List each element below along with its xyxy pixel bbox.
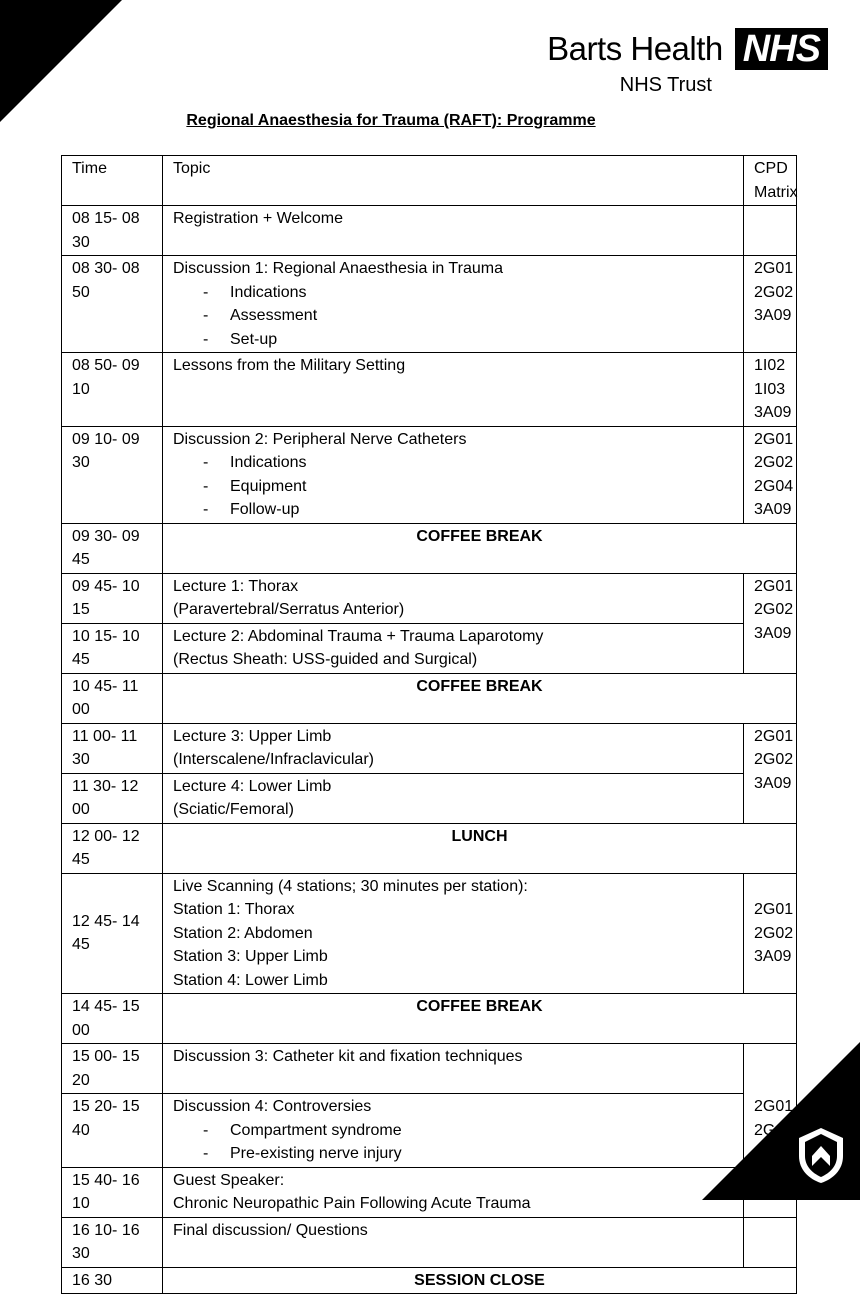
topic-cell: Lessons from the Military Setting	[163, 353, 744, 427]
cpd-cell: 2G01 2G02 2G04 3A09	[744, 426, 797, 523]
table-row	[62, 873, 797, 994]
table-row	[62, 1044, 797, 1094]
table-row	[62, 723, 797, 773]
time-cell: 08 30- 08 50	[62, 256, 163, 353]
trust-name: Barts Health	[547, 30, 723, 67]
table-row	[62, 256, 797, 353]
cpd-cell: 2G01 2G02 3A09	[744, 256, 797, 353]
break-label: LUNCH	[163, 823, 797, 873]
break-row	[62, 994, 797, 1044]
time-cell: 08 50- 09 10	[62, 353, 163, 427]
shield-icon	[796, 1126, 846, 1184]
cpd-cell: 2G01 2G02 3A09	[744, 1044, 797, 1218]
break-row	[62, 1267, 797, 1294]
table-row	[62, 353, 797, 427]
topic-cell: Final discussion/ Questions	[163, 1217, 744, 1267]
table-row	[62, 1094, 797, 1168]
cpd-cell: 2G01 2G02 3A09	[744, 723, 797, 823]
table-row	[62, 206, 797, 256]
cpd-cell: 2G01 2G02 3A09	[744, 873, 797, 994]
time-cell: 10 15- 10 45	[62, 623, 163, 673]
time-cell: 15 00- 15 20	[62, 1044, 163, 1094]
table-row	[62, 573, 797, 623]
cpd-cell	[744, 1217, 797, 1267]
break-label: COFFEE BREAK	[163, 673, 797, 723]
topic-cell: Live Scanning (4 stations; 30 minutes per station): Station 1: Thorax Station 2: Abdomen Station 3: Upper Limb Station 4: Lower Limb	[163, 873, 744, 994]
time-cell: 12 45- 14 45	[62, 873, 163, 994]
corner-decoration-top-left	[0, 0, 122, 122]
time-cell: 14 45- 15 00	[62, 994, 163, 1044]
topic-cell: Lecture 2: Abdominal Trauma + Trauma Laparotomy (Rectus Sheath: USS-guided and Surgical)	[163, 623, 744, 673]
topic-cell: Guest Speaker: Chronic Neuropathic Pain Following Acute Trauma	[163, 1167, 744, 1217]
break-row	[62, 823, 797, 873]
table-header-row	[62, 156, 797, 206]
time-cell: 10 45- 11 00	[62, 673, 163, 723]
nhs-logo: NHS	[735, 28, 828, 70]
table-row	[62, 426, 797, 523]
topic-cell: Discussion 3: Catheter kit and fixation techniques	[163, 1044, 744, 1094]
header-topic: Topic	[163, 156, 744, 206]
programme-table	[61, 155, 797, 1294]
break-row	[62, 673, 797, 723]
time-cell: 09 30- 09 45	[62, 523, 163, 573]
time-cell: 08 15- 08 30	[62, 206, 163, 256]
time-cell: 16 10- 16 30	[62, 1217, 163, 1267]
time-cell: 09 10- 09 30	[62, 426, 163, 523]
page-title: Regional Anaesthesia for Trauma (RAFT): Programme	[186, 112, 596, 129]
time-cell: 16 30	[62, 1267, 163, 1294]
topic-cell: Lecture 4: Lower Limb (Sciatic/Femoral)	[163, 773, 744, 823]
break-label: COFFEE BREAK	[163, 523, 797, 573]
trust-subtitle: NHS Trust	[619, 74, 712, 96]
session-close-label: SESSION CLOSE	[163, 1267, 797, 1294]
header-time: Time	[62, 156, 163, 206]
break-row	[62, 523, 797, 573]
table-row	[62, 1217, 797, 1267]
topic-cell: Registration + Welcome	[163, 206, 744, 256]
header-cpd: CPD Matrix	[744, 156, 797, 206]
topic-cell: Lecture 1: Thorax (Paravertebral/Serratus Anterior)	[163, 573, 744, 623]
table-row	[62, 1167, 797, 1217]
time-cell: 11 30- 12 00	[62, 773, 163, 823]
cpd-cell: 2G01 2G02 3A09	[744, 573, 797, 673]
time-cell: 09 45- 10 15	[62, 573, 163, 623]
table-row	[62, 773, 797, 823]
time-cell: 12 00- 12 45	[62, 823, 163, 873]
topic-cell: Lecture 3: Upper Limb (Interscalene/Infraclavicular)	[163, 723, 744, 773]
cpd-cell: 1I02 1I03 3A09	[744, 353, 797, 427]
nhs-trust-branding	[547, 28, 828, 97]
topic-cell: Discussion 4: Controversies - Compartment syndrome - Pre-existing nerve injury	[163, 1094, 744, 1168]
time-cell: 15 40- 16 10	[62, 1167, 163, 1217]
topic-cell: Discussion 1: Regional Anaesthesia in Trauma - Indications - Assessment - Set-up	[163, 256, 744, 353]
time-cell: 15 20- 15 40	[62, 1094, 163, 1168]
topic-cell: Discussion 2: Peripheral Nerve Catheters - Indications - Equipment - Follow-up	[163, 426, 744, 523]
table-row	[62, 623, 797, 673]
break-label: COFFEE BREAK	[163, 994, 797, 1044]
cpd-cell	[744, 206, 797, 256]
time-cell: 11 00- 11 30	[62, 723, 163, 773]
